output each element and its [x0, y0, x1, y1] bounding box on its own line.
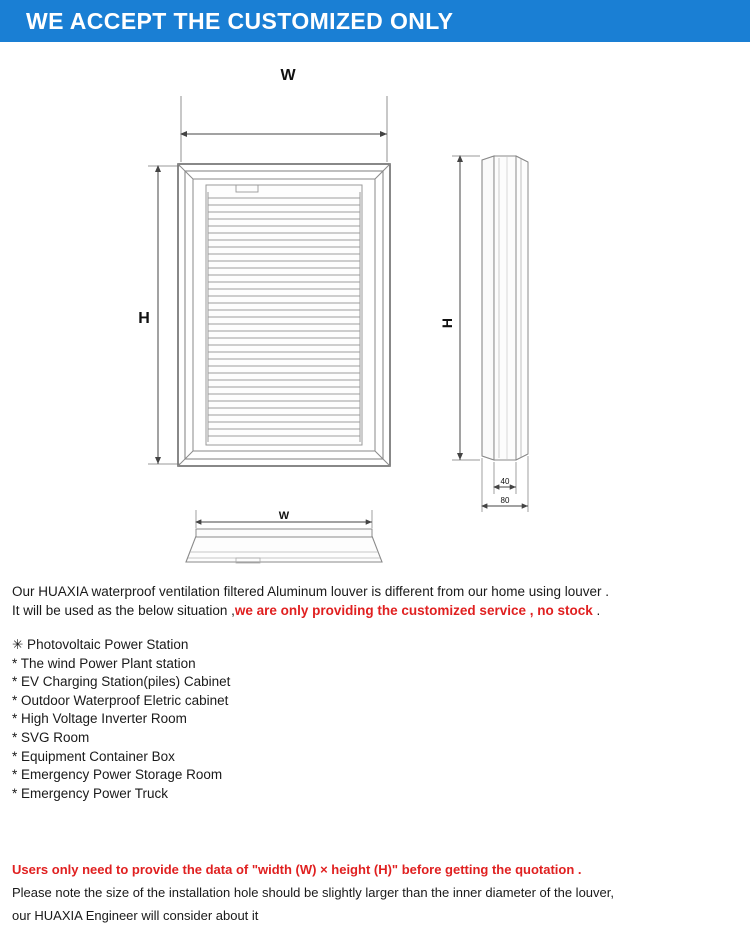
footer-line-1: Please note the size of the installation hole should be slightly larger than the inner diameter of the louver,: [12, 885, 614, 900]
footer-highlight: Users only need to provide the data of "width (W) × height (H)" before getting the quotation .: [12, 862, 582, 877]
page-title: WE ACCEPT THE CUSTOMIZED ONLY: [26, 7, 454, 34]
list-item: * The wind Power Plant station: [12, 655, 196, 671]
description-highlight: we are only providing the customized service , no stock: [234, 603, 593, 618]
list-item: * Outdoor Waterproof Eletric cabinet: [12, 692, 229, 708]
svg-text:H: H: [138, 310, 150, 327]
description-line-2: [12, 601, 740, 620]
description-block: [12, 582, 740, 803]
description-line-2-prefix: It will be used as the below situation ,: [12, 603, 235, 618]
description-line-2-suffix: .: [592, 603, 601, 618]
svg-text:40: 40: [500, 477, 510, 486]
svg-text:H: H: [439, 317, 455, 329]
list-item: * High Voltage Inverter Room: [12, 711, 187, 727]
svg-text:80: 80: [500, 496, 510, 505]
list-item: * Equipment Container Box: [12, 748, 175, 764]
list-item: * SVG Room: [12, 729, 90, 745]
footer-note: [12, 860, 740, 925]
header-banner: [0, 0, 750, 42]
list-item: * EV Charging Station(piles) Cabinet: [12, 674, 231, 690]
list-item: * Emergency Power Truck: [12, 785, 169, 801]
list-item: ✳ Photovoltaic Power Station: [12, 637, 189, 652]
list-item: * Emergency Power Storage Room: [12, 767, 223, 783]
svg-text:W: W: [280, 67, 296, 84]
application-list: [12, 636, 740, 803]
description-line-1: Our HUAXIA waterproof ventilation filtered Aluminum louver is different from our home using louver .: [12, 584, 610, 599]
svg-text:W: W: [278, 510, 290, 522]
footer-line-2: our HUAXIA Engineer will consider about it: [12, 908, 259, 923]
product-technical-drawing: [0, 42, 750, 572]
